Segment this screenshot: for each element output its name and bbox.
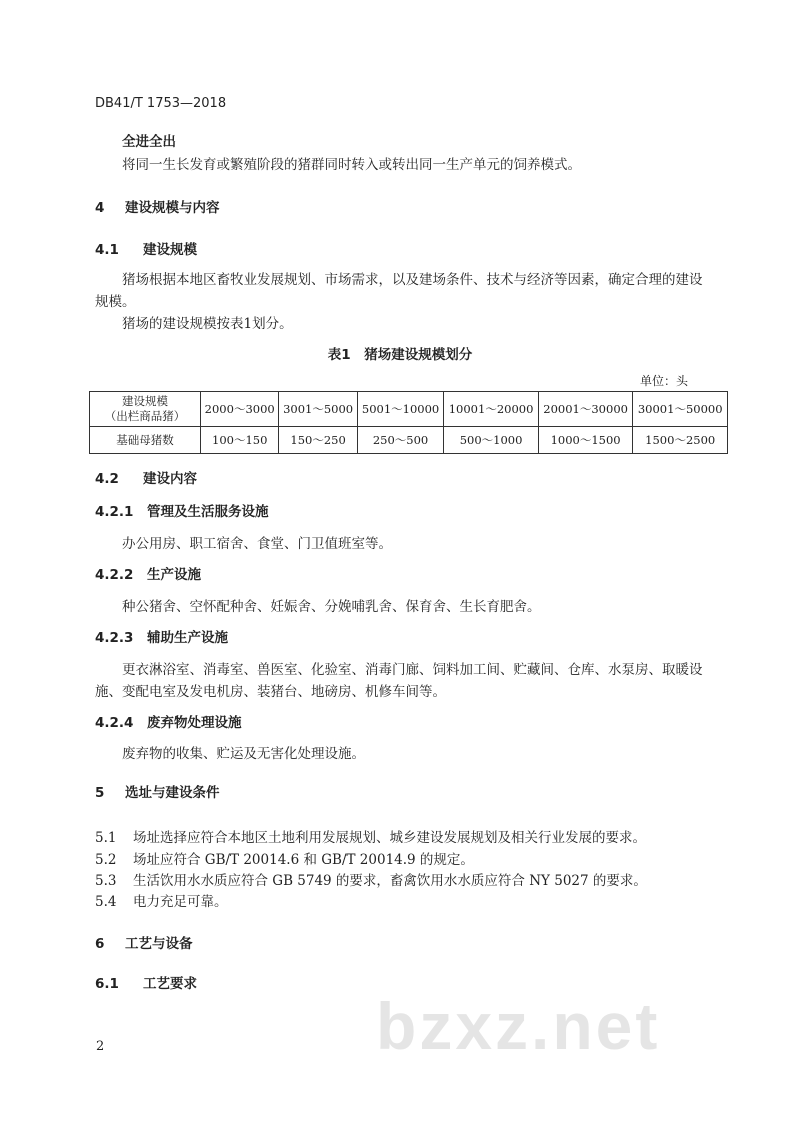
section-title: 建设内容 <box>143 471 197 487</box>
paragraph-line: 种公猪舍、空怀配种舍、妊娠舍、分娩哺乳舍、保育舍、生长育肥舍。 <box>122 599 541 615</box>
subsection-number: 4.2.2 <box>95 567 134 583</box>
table-cell: 250～500 <box>357 427 443 454</box>
table-cell: 20001～30000 <box>538 392 633 427</box>
paragraph-line: 规模。 <box>95 294 136 310</box>
section-number: 4 <box>95 200 105 216</box>
page-number: 2 <box>96 1039 105 1054</box>
list-item <box>95 848 474 868</box>
subsection-heading <box>95 563 201 583</box>
definition-term: 全进全出 <box>122 134 176 150</box>
paragraph-line: 废弃物的收集、贮运及无害化处理设施。 <box>122 746 365 762</box>
subsection-number: 4.2.4 <box>95 715 134 731</box>
subsection-title: 废弃物处理设施 <box>147 715 242 731</box>
subsection-title: 辅助生产设施 <box>147 630 228 646</box>
table-cell: 100～150 <box>201 427 279 454</box>
table-caption: 表1 猪场建设规模划分 <box>327 347 473 363</box>
subsection-heading <box>95 500 269 520</box>
doc-code-header: DB41/T 1753—2018 <box>95 96 227 111</box>
list-item <box>95 826 646 846</box>
section-6-heading <box>95 932 193 952</box>
list-item <box>95 890 228 910</box>
table-cell: 3001～5000 <box>279 392 357 427</box>
paragraph-line: 猪场的建设规模按表1划分。 <box>122 316 293 332</box>
section-5-heading <box>95 781 220 801</box>
table-cell: 150～250 <box>279 427 357 454</box>
table-cell: 2000～3000 <box>201 392 279 427</box>
watermark: bzxz.net <box>376 989 661 1063</box>
table-cell: 1000～1500 <box>538 427 633 454</box>
subsection-heading <box>95 711 242 731</box>
subsection-title: 管理及生活服务设施 <box>147 504 269 520</box>
section-number: 4.1 <box>95 242 119 258</box>
paragraph-line: 更衣淋浴室、消毒室、兽医室、化验室、消毒门廊、饲料加工间、贮藏间、仓库、水泵房、取暖设 <box>122 662 703 678</box>
section-number: 4.2 <box>95 471 119 487</box>
section-title: 工艺要求 <box>143 976 197 992</box>
row-header-cell <box>90 392 201 427</box>
paragraph-line: 施、变配电室及发电机房、装猪台、地磅房、机修车间等。 <box>95 684 446 700</box>
section-4-2-heading <box>95 467 197 487</box>
table-cell: 10001～20000 <box>444 392 539 427</box>
table-cell: 1500～2500 <box>633 427 728 454</box>
item-number: 5.1 <box>95 830 117 846</box>
table-cell: 500～1000 <box>444 427 539 454</box>
table-row <box>90 427 728 454</box>
section-number: 5 <box>95 785 105 801</box>
item-number: 5.4 <box>95 894 117 910</box>
section-number: 6 <box>95 936 105 952</box>
definition-text: 将同一生长发育或繁殖阶段的猪群同时转入或转出同一生产单元的饲养模式。 <box>122 157 581 173</box>
row-header-cell: 基础母猪数 <box>90 427 201 454</box>
item-text: 场址应符合 GB/T 20014.6 和 GB/T 20014.9 的规定。 <box>133 852 474 868</box>
item-text: 生活饮用水水质应符合 GB 5749 的要求，畜禽饮用水水质应符合 NY 5027 的要求。 <box>133 873 647 889</box>
section-6-1-heading <box>95 972 197 992</box>
list-item <box>95 869 647 889</box>
table-row <box>90 392 728 427</box>
subsection-number: 4.2.1 <box>95 504 134 520</box>
table-cell: 5001～10000 <box>357 392 443 427</box>
item-text: 场址选择应符合本地区土地利用发展规划、城乡建设发展规划及相关行业发展的要求。 <box>133 830 646 846</box>
paragraph-line: 猪场根据本地区畜牧业发展规划、市场需求，以及建场条件、技术与经济等因素，确定合理的建设 <box>122 272 703 288</box>
row-header-line: （出栏商品猪） <box>104 409 186 423</box>
subsection-number: 4.2.3 <box>95 630 134 646</box>
item-number: 5.2 <box>95 852 117 868</box>
paragraph-line: 办公用房、职工宿舍、食堂、门卫值班室等。 <box>122 536 392 552</box>
section-title: 工艺与设备 <box>125 936 193 952</box>
section-4-1-heading <box>95 238 197 258</box>
item-number: 5.3 <box>95 873 117 889</box>
subsection-title: 生产设施 <box>147 567 201 583</box>
scale-table <box>89 391 728 454</box>
section-title: 建设规模与内容 <box>125 200 220 216</box>
table-unit: 单位：头 <box>640 374 689 388</box>
item-text: 电力充足可靠。 <box>133 894 228 910</box>
row-header-line: 建设规模 <box>122 394 168 408</box>
table-cell: 30001～50000 <box>633 392 728 427</box>
section-number: 6.1 <box>95 976 119 992</box>
subsection-heading <box>95 626 228 646</box>
section-4-heading <box>95 196 220 216</box>
section-title: 建设规模 <box>143 242 197 258</box>
section-title: 选址与建设条件 <box>125 785 220 801</box>
